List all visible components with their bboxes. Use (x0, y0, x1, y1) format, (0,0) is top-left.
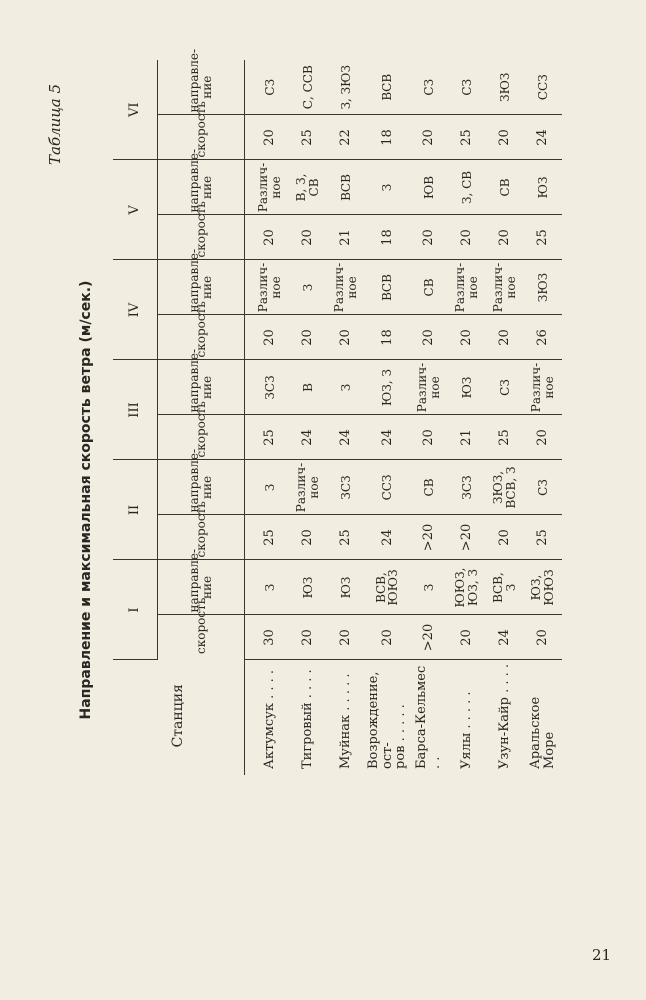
speed-value: 21 (448, 415, 486, 460)
station-name: Уялы . . . . . (459, 691, 475, 769)
speed-header: скорость (158, 615, 245, 660)
wind-table (113, 48, 562, 775)
direction-header: направле- ние (158, 60, 245, 115)
station-name: Возрождение, ост- ров . . . . . (366, 671, 409, 769)
direction-value: З (245, 460, 290, 515)
direction-value: З (289, 260, 327, 315)
speed-value: 20 (486, 315, 524, 360)
direction-value: ЗСЗ (448, 460, 486, 515)
direction-header: направле- ние (158, 160, 245, 215)
direction-value: ЗЮЗ, ВСВ, З (486, 460, 524, 515)
speed-value: 20 (289, 615, 327, 660)
direction-value: ЮЗ, З (365, 360, 410, 415)
direction-value: ВСВ, З (486, 560, 524, 615)
speed-value: 20 (410, 115, 448, 160)
direction-value: ЮВ (410, 160, 448, 215)
speed-value: 20 (524, 415, 562, 460)
speed-value: 22 (327, 115, 365, 160)
speed-value: 26 (524, 315, 562, 360)
speed-value: 20 (365, 615, 410, 660)
speed-value: 25 (245, 415, 290, 460)
month-header-2: II (113, 460, 158, 560)
direction-value: Различ- ное (448, 260, 486, 315)
speed-value: 20 (245, 115, 290, 160)
speed-value: 20 (245, 215, 290, 260)
speed-header: скорость (158, 215, 245, 260)
speed-value: 24 (524, 115, 562, 160)
direction-value: СЗ (524, 460, 562, 515)
speed-value: 25 (448, 115, 486, 160)
direction-value: ЗСЗ (245, 360, 290, 415)
speed-value: 25 (245, 515, 290, 560)
speed-value: 24 (365, 415, 410, 460)
speed-header: скорость (158, 115, 245, 160)
direction-value: З (410, 560, 448, 615)
direction-value: ЮЮЗ, ЮЗ, З (448, 560, 486, 615)
direction-value: ЮЗ (448, 360, 486, 415)
direction-value: ЗСЗ (327, 460, 365, 515)
direction-header: направле- ние (158, 260, 245, 315)
speed-value: 20 (410, 215, 448, 260)
speed-value: 20 (289, 515, 327, 560)
direction-value: ЮЗ (327, 560, 365, 615)
direction-value: СЗ (245, 60, 290, 115)
direction-value: Различ- ное (289, 460, 327, 515)
table-row (245, 60, 290, 775)
speed-value: 20 (524, 615, 562, 660)
direction-value: Различ- ное (486, 260, 524, 315)
table-label: Таблица 5 (46, 83, 64, 165)
direction-value: ССЗ (524, 60, 562, 115)
page-number: 21 (592, 946, 612, 964)
station-name: Барса-Кельмес . . (414, 665, 443, 769)
direction-value: СЗ (410, 60, 448, 115)
speed-value: 18 (365, 315, 410, 360)
speed-value: 25 (524, 515, 562, 560)
table-row (486, 60, 524, 775)
speed-value: >20 (448, 515, 486, 560)
direction-value: С, ССВ (289, 60, 327, 115)
speed-value: 18 (365, 115, 410, 160)
direction-value: З, ЗЮЗ (327, 60, 365, 115)
direction-value: ВСВ, ЮЮЗ (365, 560, 410, 615)
speed-value: 20 (410, 415, 448, 460)
speed-value: 20 (448, 615, 486, 660)
station-name: Аральское Море (528, 696, 557, 769)
speed-value: 20 (448, 215, 486, 260)
speed-value: 20 (289, 215, 327, 260)
table-row (289, 60, 327, 775)
direction-value: ВСВ (365, 60, 410, 115)
table-row (524, 60, 562, 775)
direction-value: З (327, 360, 365, 415)
table-row (410, 60, 448, 775)
direction-value: ВСВ (327, 160, 365, 215)
direction-value: СЗ (486, 360, 524, 415)
month-header-4: IV (113, 260, 158, 360)
station-name: Актумсук . . . . (262, 669, 278, 769)
speed-value: 20 (448, 315, 486, 360)
speed-value: 24 (327, 415, 365, 460)
direction-value: ЮЗ (524, 160, 562, 215)
speed-value: 25 (486, 415, 524, 460)
table-row (365, 60, 410, 775)
direction-value: ЗЮЗ (486, 60, 524, 115)
direction-header: направле- ние (158, 560, 245, 615)
speed-value: 21 (327, 215, 365, 260)
month-header-5: V (113, 160, 158, 260)
speed-value: 18 (365, 215, 410, 260)
station-column-header: Станция (113, 660, 245, 775)
direction-value: Различ- ное (524, 360, 562, 415)
direction-value: В (289, 360, 327, 415)
speed-value: 20 (327, 315, 365, 360)
direction-value: З (245, 560, 290, 615)
month-header-1: I (113, 560, 158, 660)
speed-value: 30 (245, 615, 290, 660)
direction-header: направле- ние (158, 360, 245, 415)
speed-value: >20 (410, 515, 448, 560)
speed-value: 20 (289, 315, 327, 360)
table-title: Направление и максимальная скорость ветра (м/сек.) (78, 280, 94, 720)
direction-value: СВ (410, 460, 448, 515)
speed-value: 20 (486, 515, 524, 560)
direction-value: СВ (410, 260, 448, 315)
speed-header: скорость (158, 415, 245, 460)
month-header-6: VI (113, 60, 158, 160)
direction-value: ССЗ (365, 460, 410, 515)
speed-value: 20 (327, 615, 365, 660)
speed-value: 20 (486, 115, 524, 160)
station-name: Тигровый . . . . (300, 669, 316, 769)
station-name: Муйнак . . . . . (338, 673, 354, 769)
direction-value: ВСВ (365, 260, 410, 315)
station-name: Узун-Кайр . . . . (497, 663, 513, 769)
speed-value: 24 (289, 415, 327, 460)
direction-value: Различ- ное (245, 260, 290, 315)
speed-value: 25 (289, 115, 327, 160)
table-row (448, 60, 486, 775)
table-body (245, 60, 562, 775)
speed-value: 20 (245, 315, 290, 360)
speed-header: скорость (158, 515, 245, 560)
direction-value: Различ- ное (410, 360, 448, 415)
speed-value: >20 (410, 615, 448, 660)
direction-value: В, З, СВ (289, 160, 327, 215)
speed-value: 24 (486, 615, 524, 660)
table-row (327, 60, 365, 775)
direction-value: ЮЗ, ЮЮЗ (524, 560, 562, 615)
direction-value: СВ (486, 160, 524, 215)
direction-header: направле- ние (158, 460, 245, 515)
speed-value: 20 (486, 215, 524, 260)
direction-value: З, СВ (448, 160, 486, 215)
direction-value: Различ- ное (245, 160, 290, 215)
speed-value: 24 (365, 515, 410, 560)
month-header-3: III (113, 360, 158, 460)
speed-value: 20 (410, 315, 448, 360)
speed-header: скорость (158, 315, 245, 360)
direction-value: ЗЮЗ (524, 260, 562, 315)
direction-value: Различ- ное (327, 260, 365, 315)
speed-value: 25 (327, 515, 365, 560)
direction-value: З (365, 160, 410, 215)
speed-value: 25 (524, 215, 562, 260)
direction-value: ЮЗ (289, 560, 327, 615)
direction-value: СЗ (448, 60, 486, 115)
